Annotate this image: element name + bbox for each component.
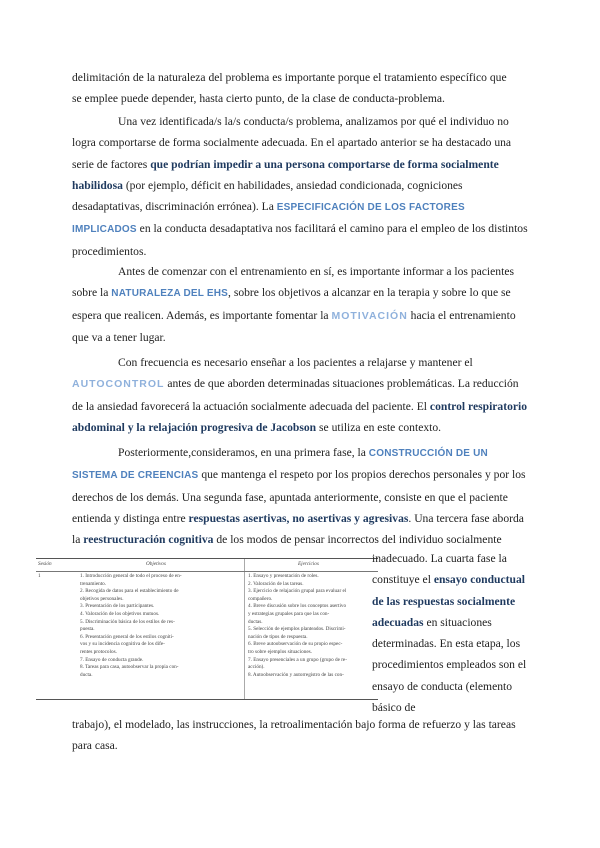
table-row: 1. Ensayo y presentación de roles.	[248, 573, 319, 579]
paragraph-1	[72, 67, 528, 110]
table-row: ducta.	[80, 671, 93, 678]
table-row: tro sobre ejemplos situaciones.	[248, 648, 312, 655]
table-row: 3. Ejercicio de relajación grupal para evaluar el	[248, 588, 347, 595]
table-row: acción).	[248, 664, 265, 671]
highlight-cognitive-restructuring: reestructuración cognitiva	[83, 533, 214, 547]
table-row: y estrategias grupales para que las con-	[248, 610, 330, 617]
table-row: rentes protocolos.	[80, 648, 117, 655]
table-header-rule	[36, 571, 378, 572]
table-row: 2. Recogida de datos para el establecimiento de	[80, 588, 179, 595]
table-row: ductas.	[248, 618, 263, 625]
table-divider	[244, 559, 245, 699]
highlight-belief-system: CONSTRUCCIÓN DE UN SISTEMA DE CREENCIAS	[72, 448, 488, 482]
table-row: 7. Ensayo de conducta grande.	[80, 656, 144, 663]
highlight-autocontrol: AUTOCONTROL	[72, 378, 165, 391]
table-row: objetivos personales.	[80, 595, 124, 602]
table-row: 6. Presentación general de los estilos cogniti-	[80, 633, 174, 640]
paragraph-5: Posteriormente,consideramos, en una primera fase, la CONSTRUCCIÓN DE UN SISTEMA DE CREENCIAS que mantenga el respeto por los propios derechos personales y por los derechos de los demás. Una segunda fase, apuntada anteriormente, consiste en que el paciente entienda y distinga entre respuestas asertivas, no asertivas y agresivas. Una tercera fase aborda la reestructuración cognitiva de los modos de pensar incorrectos del individuo socialmente	[72, 446, 526, 547]
table-row: vos y su incidencia cognitiva de los dife-	[80, 641, 165, 648]
paragraph-4: Con frecuencia es necesario enseñar a los pacientes a relajarse y mantener el AUTOCONTROL antes de que aborden determinadas situaciones problemáticas. La reducción de la ansiedad favorecerá la actuación socialmente adecuada del paciente. El control respiratorio abdominal y la relajación progresiva de Jacobson se utiliza en este contexto.	[72, 356, 528, 434]
table-row: 7. Ensayo presenciales a un grupo (grupo de re-	[248, 656, 347, 663]
table-row: trenamiento.	[80, 580, 107, 587]
highlight-response-types: respuestas asertivas, no asertivas y agresivas	[188, 511, 409, 525]
table-header-objectives: Objetivos	[146, 561, 166, 567]
table-header-exercises: Ejercicios	[298, 561, 319, 567]
table-row: 2. Valoración de las tareas.	[248, 580, 304, 587]
table-row: nación de tipos de respuesta.	[248, 633, 308, 640]
table-exercises	[248, 573, 376, 679]
table-row: puesta.	[80, 626, 95, 633]
table-row: 5. Selección de ejemplos planteados. Discrimi-	[248, 626, 346, 633]
session-table-image	[36, 558, 378, 700]
paragraph-2: Una vez identificada/s la/s conducta/s problema, analizamos por qué el individuo no logra comportarse de forma socialmente adecuada. En el apartado anterior se ha destacado una serie de factores que podrían impedir a una persona comportarse de forma socialmente habilidosa (por ejemplo, déficit en habilidades, ansiedad condicionada, cogniciones desadaptativas, discriminación errónea). La ESPECIFICACIÓN DE LOS FACTORES IMPLICADOS en la conducta desadaptativa nos facilitará el camino para el empleo de los distintos procedimientos.	[72, 115, 528, 258]
highlight-breathing-relaxation: control respiratorio abdominal y la relajación progresiva de Jacobson	[72, 399, 528, 434]
paragraph-3: Antes de comenzar con el entrenamiento en sí, es importante informar a los pacientes sobre la NATURALEZA DEL EHS, sobre los objetivos a alcanzar en la terapia y sobre lo que se espera que realicen. Además, es importante fomentar la MOTIVACIÓN hacia el entrenamiento que va a tener lugar.	[72, 265, 516, 344]
highlight-nature-ehs: NATURALEZA DEL EHS	[111, 288, 229, 300]
table-row: compañero.	[248, 595, 273, 602]
p1-line-1: delimitación de la naturaleza del problema es importante porque el tratamiento específico que	[72, 71, 507, 84]
table-session-number: 1	[38, 573, 41, 579]
table-row: 1. Introducción general de todo el proceso de en-	[80, 573, 182, 579]
table-row: 3. Presentación de los participantes.	[80, 603, 155, 610]
table-objectives	[80, 573, 242, 679]
table-row: 4. Valoración de los objetivos mutuos.	[80, 610, 160, 617]
table-row: 5. Discriminación básica de los estilos de res-	[80, 618, 175, 625]
highlight-motivation: MOTIVACIÓN	[331, 309, 408, 322]
highlight-factors: que podrían impedir a una persona comportarse de forma socialmente habilidosa	[72, 157, 499, 192]
side-paragraph: inadecuado. La cuarta fase la constituye el ensayo conductual de las respuestas socialmente adecuadas en situaciones determinadas. En esta etapa, los procedimientos empleados son el ensayo de conducta (elemento básico de	[372, 552, 527, 715]
table-row: 6. Breve autoobservación de su propio espec-	[248, 641, 343, 648]
table-header-session: Sesión	[38, 561, 52, 567]
highlight-specification: ESPECIFICACIÓN DE LOS FACTORES IMPLICADOS	[72, 202, 465, 236]
p1-line-2: se emplee puede depender, hasta cierto punto, de la clase de conducta-problema.	[72, 92, 445, 106]
table-row: 8. Autoobservación y autorregistro de las con-	[248, 671, 344, 678]
highlight-behavioral-rehearsal: ensayo conductual de las respuestas socialmente adecuadas	[372, 573, 525, 629]
closing-paragraph: trabajo), el modelado, las instrucciones, la retroalimentación bajo forma de refuerzo y las tareas para casa.	[72, 718, 516, 753]
table-row: 4. Breve discusión sobre los conceptos asertivo	[248, 603, 347, 610]
table-row: 8. Tareas para casa, autoobservar la propia con-	[80, 664, 179, 671]
